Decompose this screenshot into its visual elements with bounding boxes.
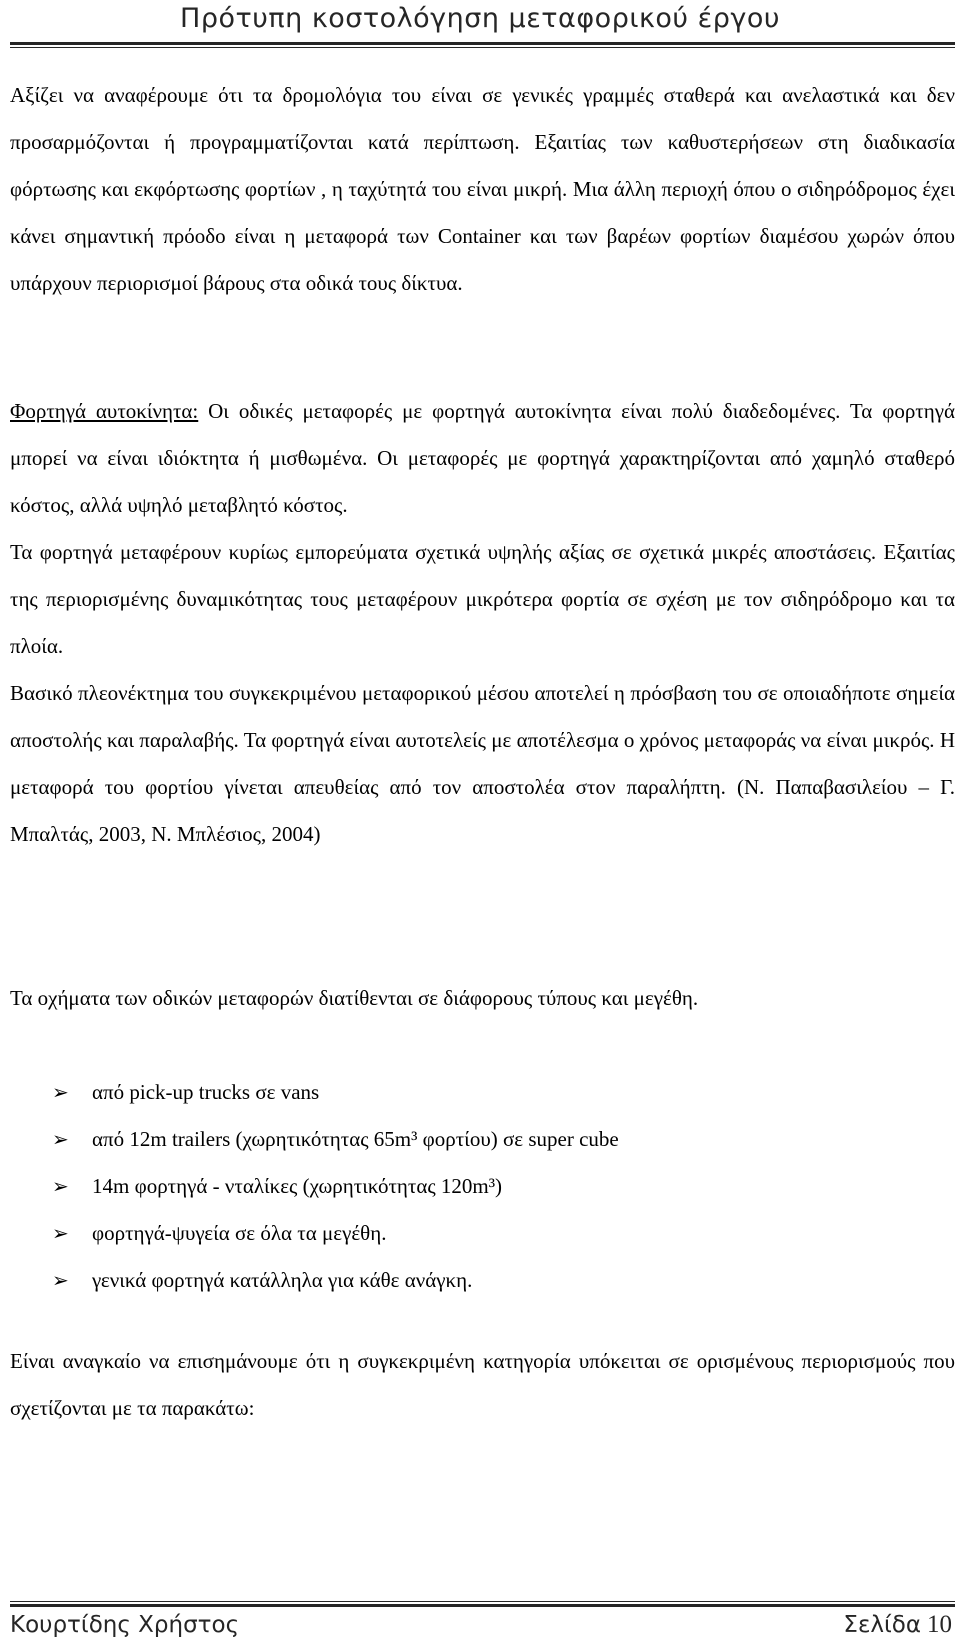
paragraph-trucks-cargo: Τα φορτηγά μεταφέρουν κυρίως εμπορεύματα σχετικά υψηλής αξίας σε σχετικά μικρές αποστάσεις. Εξαιτίας της περιορισμένης δυναμικότητας τους μεταφέρουν μικρότερα φορτία σε σχέση με τον σιδηρόδρομο και τα πλοία. [10,540,955,658]
arrow-bullet-icon: ➢ [52,1268,69,1292]
arrow-bullet-icon: ➢ [52,1174,69,1198]
arrow-bullet-icon: ➢ [52,1221,69,1245]
body-block-3 [10,975,955,1022]
page-header-title: Πρότυπη κοστολόγηση μεταφορικού έργου [180,3,780,34]
body-block-1 [10,72,955,307]
arrow-bullet-icon: ➢ [52,1127,69,1151]
trucks-section-label: Φορτηγά αυτοκίνητα: [10,399,199,423]
body-block-2 [10,388,955,858]
paragraph-vehicle-types: Τα οχήματα των οδικών μεταφορών διατίθενται σε διάφορους τύπους και μεγέθη. [10,986,699,1010]
page-number: 10 [927,1611,952,1638]
footer-page [843,1606,952,1644]
paragraph-trucks-advantage: Βασικό πλεονέκτημα του συγκεκριμένου μεταφορικού μέσου αποτελεί η πρόσβαση του σε οποιαδήποτε σημεία αποστολής και παραλαβής. Τα φορτηγά είναι αυτοτελείς με αποτέλεσμα ο χρόνος μεταφοράς να είναι μικρός. Η μεταφορά του φορτίου γίνεται απευθείας από τον αποστολέα στον παραλήπτη. (Ν. Παπαβασιλείου – Γ. Μπαλτάς, 2003, Ν. Μπλέσιος, 2004) [10,681,955,846]
list-item: ➢ από pick-up trucks σε vans [10,1069,955,1116]
page-label: Σελίδα [843,1612,921,1638]
trucks-intro-text: Οι οδικές μεταφορές με φορτηγά αυτοκίνητα είναι πολύ διαδεδομένες. Τα φορτηγά μπορεί να είναι ιδιόκτητα ή μισθωμένα. Οι μεταφορές με φορτηγά χαρακτηρίζονται από χαμηλό σταθερό κόστος, αλλά υψηλό μεταβλητό κόστος. [10,399,955,517]
header-rule-thin [10,47,955,48]
list-item: ➢ από 12m trailers (χωρητικότητας 65m³ φορτίου) σε super cube [10,1116,955,1163]
paragraph-restrictions: Είναι αναγκαίο να επισημάνουμε ότι η συγκεκριμένη κατηγορία υπόκειται σε ορισμένους περιορισμούς που σχετίζονται με τα παρακάτω: [10,1349,955,1420]
paragraph-trucks-intro [10,388,955,529]
body-block-4 [10,1338,955,1432]
list-item: ➢ 14m φορτηγά - νταλίκες (χωρητικότητας 120m³) [10,1163,955,1210]
vehicle-type-list [10,1069,955,1304]
arrow-bullet-icon: ➢ [52,1080,69,1104]
paragraph-railway: Αξίζει να αναφέρουμε ότι τα δρομολόγια του είναι σε γενικές γραμμές σταθερά και ανελαστικά και δεν προσαρμόζονται ή προγραμματίζονται κατά περίπτωση. Εξαιτίας των καθυστερήσεων στη διαδικασία φόρτωσης και εκφόρτωσης φορτίων , η ταχύτητά του είναι μικρή. Μια άλλη περιοχή όπου ο σιδηρόδρομος έχει κάνει σημαντική πρόοδο είναι η μεταφορά των Container και των βαρέων φορτίων διαμέσου χωρών όπου υπάρχουν περιορισμοί βάρους στα οδικά τους δίκτυα. [10,83,955,295]
footer-rule-thin [10,1601,955,1602]
body-block-list [10,1069,955,1304]
list-item: ➢ γενικά φορτηγά κατάλληλα για κάθε ανάγκη. [10,1257,955,1304]
list-item: ➢ φορτηγά-ψυγεία σε όλα τα μεγέθη. [10,1210,955,1257]
footer-author: Κουρτίδης Χρήστος [10,1612,240,1638]
header-rule-thick [10,42,955,45]
